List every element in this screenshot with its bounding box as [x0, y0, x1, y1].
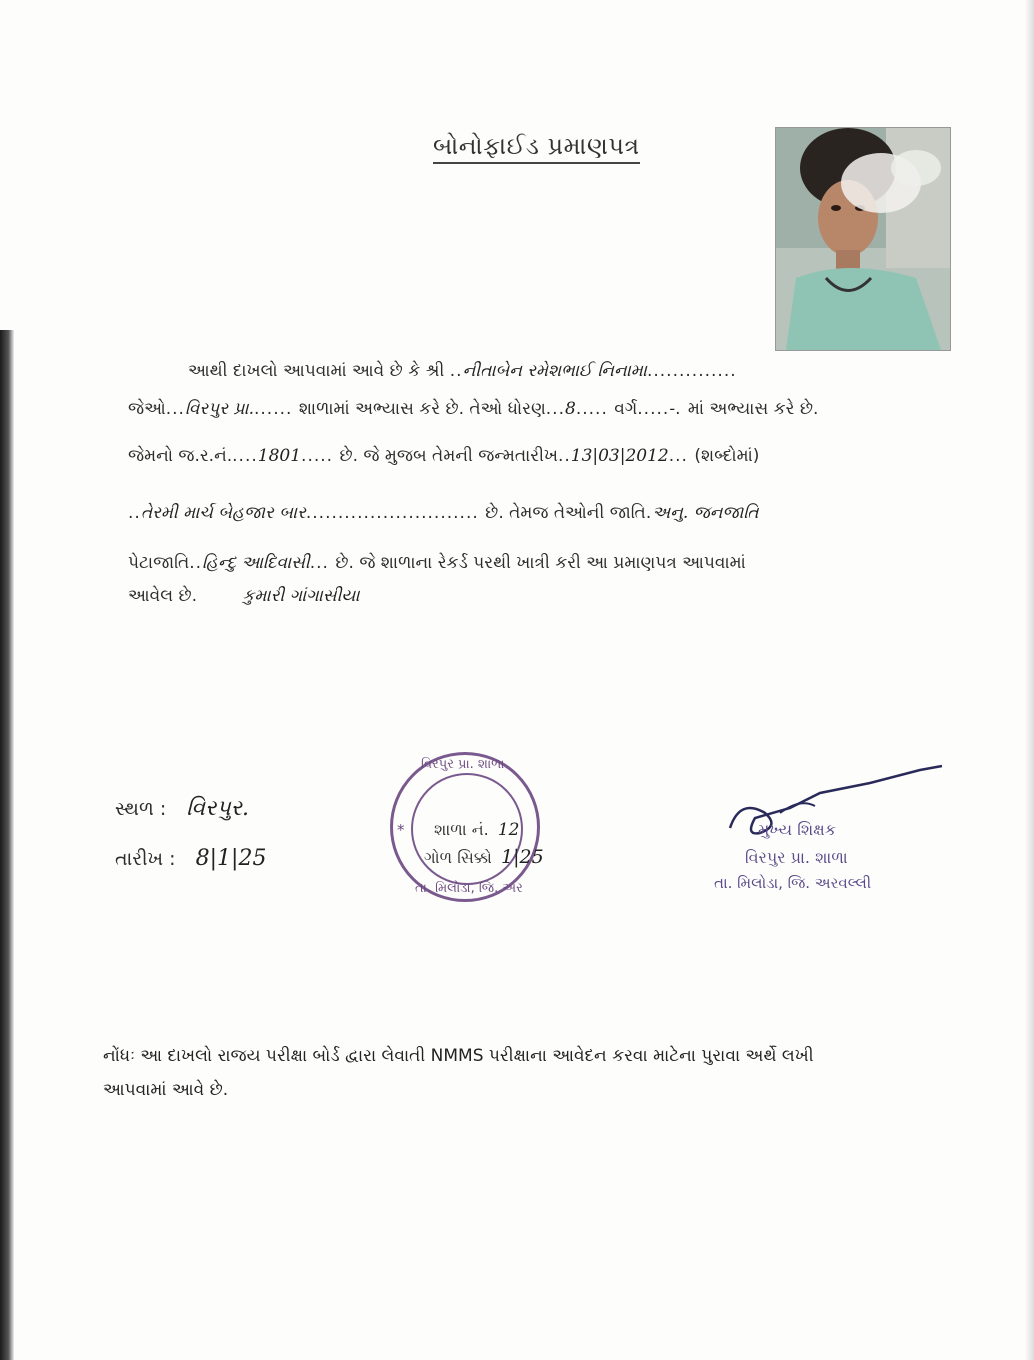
line1-prefix: આથી દાખલો આપવામાં આવે છે કે શ્રી — [188, 361, 445, 381]
gol-sikko-value: 1|25 — [501, 846, 544, 868]
body-line-6 — [128, 586, 360, 606]
shala-no-value: 12 — [497, 820, 520, 840]
line2-suffix: માં અભ્યાસ કરે છે. — [687, 399, 819, 419]
student-photo — [775, 127, 951, 351]
note-line-1: નોંધઃ આ દાખલો રાજય પરીક્ષા બોર્ડ દ્વારા લેવાતી NMMS પરીક્ષાના આવેદન કરવા માટેના પુરાવા અર્થે લખી — [103, 1046, 814, 1066]
principal-title: મુખ્ય શિક્ષક — [758, 820, 837, 839]
student-name-value: નીતાબેન રમેશભાઈ નિનામા — [462, 361, 647, 381]
line6-handwritten-note: કુમારી ગાંગાસીયા — [242, 586, 360, 606]
division-value: - — [669, 399, 676, 419]
note-line-2: આપવામાં આવે છે. — [103, 1080, 229, 1100]
line5-prefix: પેટાજાતિ — [128, 553, 190, 573]
sub-caste-value: હિન્દુ આદિવાસી — [202, 553, 310, 573]
line2-prefix: જેઓ — [128, 399, 166, 419]
principal-school: વિરપુર પ્રા. શાળા — [745, 848, 848, 867]
line5-suffix: છે. જે શાળાના રેકર્ડ પરથી ખાત્રી કરી આ પ્રમાણપત્ર આપવામાં — [335, 553, 746, 573]
gol-sikko-label: ગોળ સિક્કો — [424, 848, 492, 867]
school-name-value: વિરપુર પ્રા. — [184, 399, 254, 419]
gr-number-value: 1801 — [257, 446, 302, 466]
page-edge-shadow — [0, 330, 14, 1360]
shala-no-label: શાળા નં. — [434, 820, 489, 839]
certificate-title: બોનોફાઈડ પ્રમાણપત્ર — [433, 132, 640, 164]
line2-mid: શાળામાં અભ્યાસ કરે છે. તેઓ ધોરણ — [298, 399, 546, 419]
birth-date-words-value: તેરમી માર્ચ બેહજાર બાર — [140, 503, 306, 523]
line4-mid: છે. તેમજ તેઓની જાતિ — [485, 503, 646, 523]
principal-taluka: તા. મિલોડા, જિ. અરવલ્લી — [714, 874, 872, 892]
birth-date-value: 13|03|2012 — [570, 446, 669, 466]
page-edge — [1024, 0, 1034, 1360]
date-label: તારીખ : — [115, 848, 176, 870]
body-line-2: જેઓ...વિરપુર પ્રા....... શાળામાં અભ્યાસ કરે છે. તેઓ ધોરણ...8..... વર્ગ.....-. માં અભ્યાસ કરે છે. — [128, 399, 819, 419]
stamp-star: * — [397, 821, 405, 839]
gol-sikko-row — [424, 846, 544, 868]
line3-mid: છે. જે મુજબ તેમની જન્મતારીખ — [339, 446, 558, 466]
body-line-3: જેમનો જ.ર.નં.....1801..... છે. જે મુજબ તેમની જન્મતારીખ..13|03|2012... (શબ્દોમાં) — [128, 446, 760, 466]
standard-value: 8 — [565, 399, 576, 419]
place-value: વિરપુર. — [186, 796, 249, 821]
line3-prefix: જેમનો જ.ર.નં. — [128, 446, 233, 466]
caste-value: અનુ. જનજાતિ — [652, 503, 759, 523]
stamp-school-name: વિરપુર પ્રા. શાળા — [421, 757, 505, 772]
shala-no-row — [434, 820, 519, 840]
body-line-5: પેટાજાતિ..હિન્દુ આદિવાસી... છે. જે શાળાના રેકર્ડ પરથી ખાત્રી કરી આ પ્રમાણપત્ર આપવામાં — [128, 553, 746, 573]
place-row — [115, 796, 249, 821]
body-line-4: ..તેરમી માર્ચ બેહજાર બાર........................... છે. તેમજ તેઓની જાતિ.અનુ. જનજાતિ — [128, 503, 759, 523]
stamp-taluka: તા. મિલોડા, જિ. અર — [415, 881, 523, 896]
body-line-1: આથી દાખલો આપવામાં આવે છે કે શ્રી ..નીતાબેન રમેશભાઈ નિનામા.............. — [188, 361, 737, 381]
date-row — [115, 846, 266, 871]
line3-suffix: (શબ્દોમાં) — [694, 446, 760, 466]
line2-class-label: વર્ગ — [614, 399, 638, 419]
student-photo-image — [776, 128, 950, 350]
line6-prefix: આવેલ છે. — [128, 586, 198, 606]
place-label: સ્થળ : — [115, 798, 167, 820]
date-value: 8|1|25 — [195, 846, 267, 871]
